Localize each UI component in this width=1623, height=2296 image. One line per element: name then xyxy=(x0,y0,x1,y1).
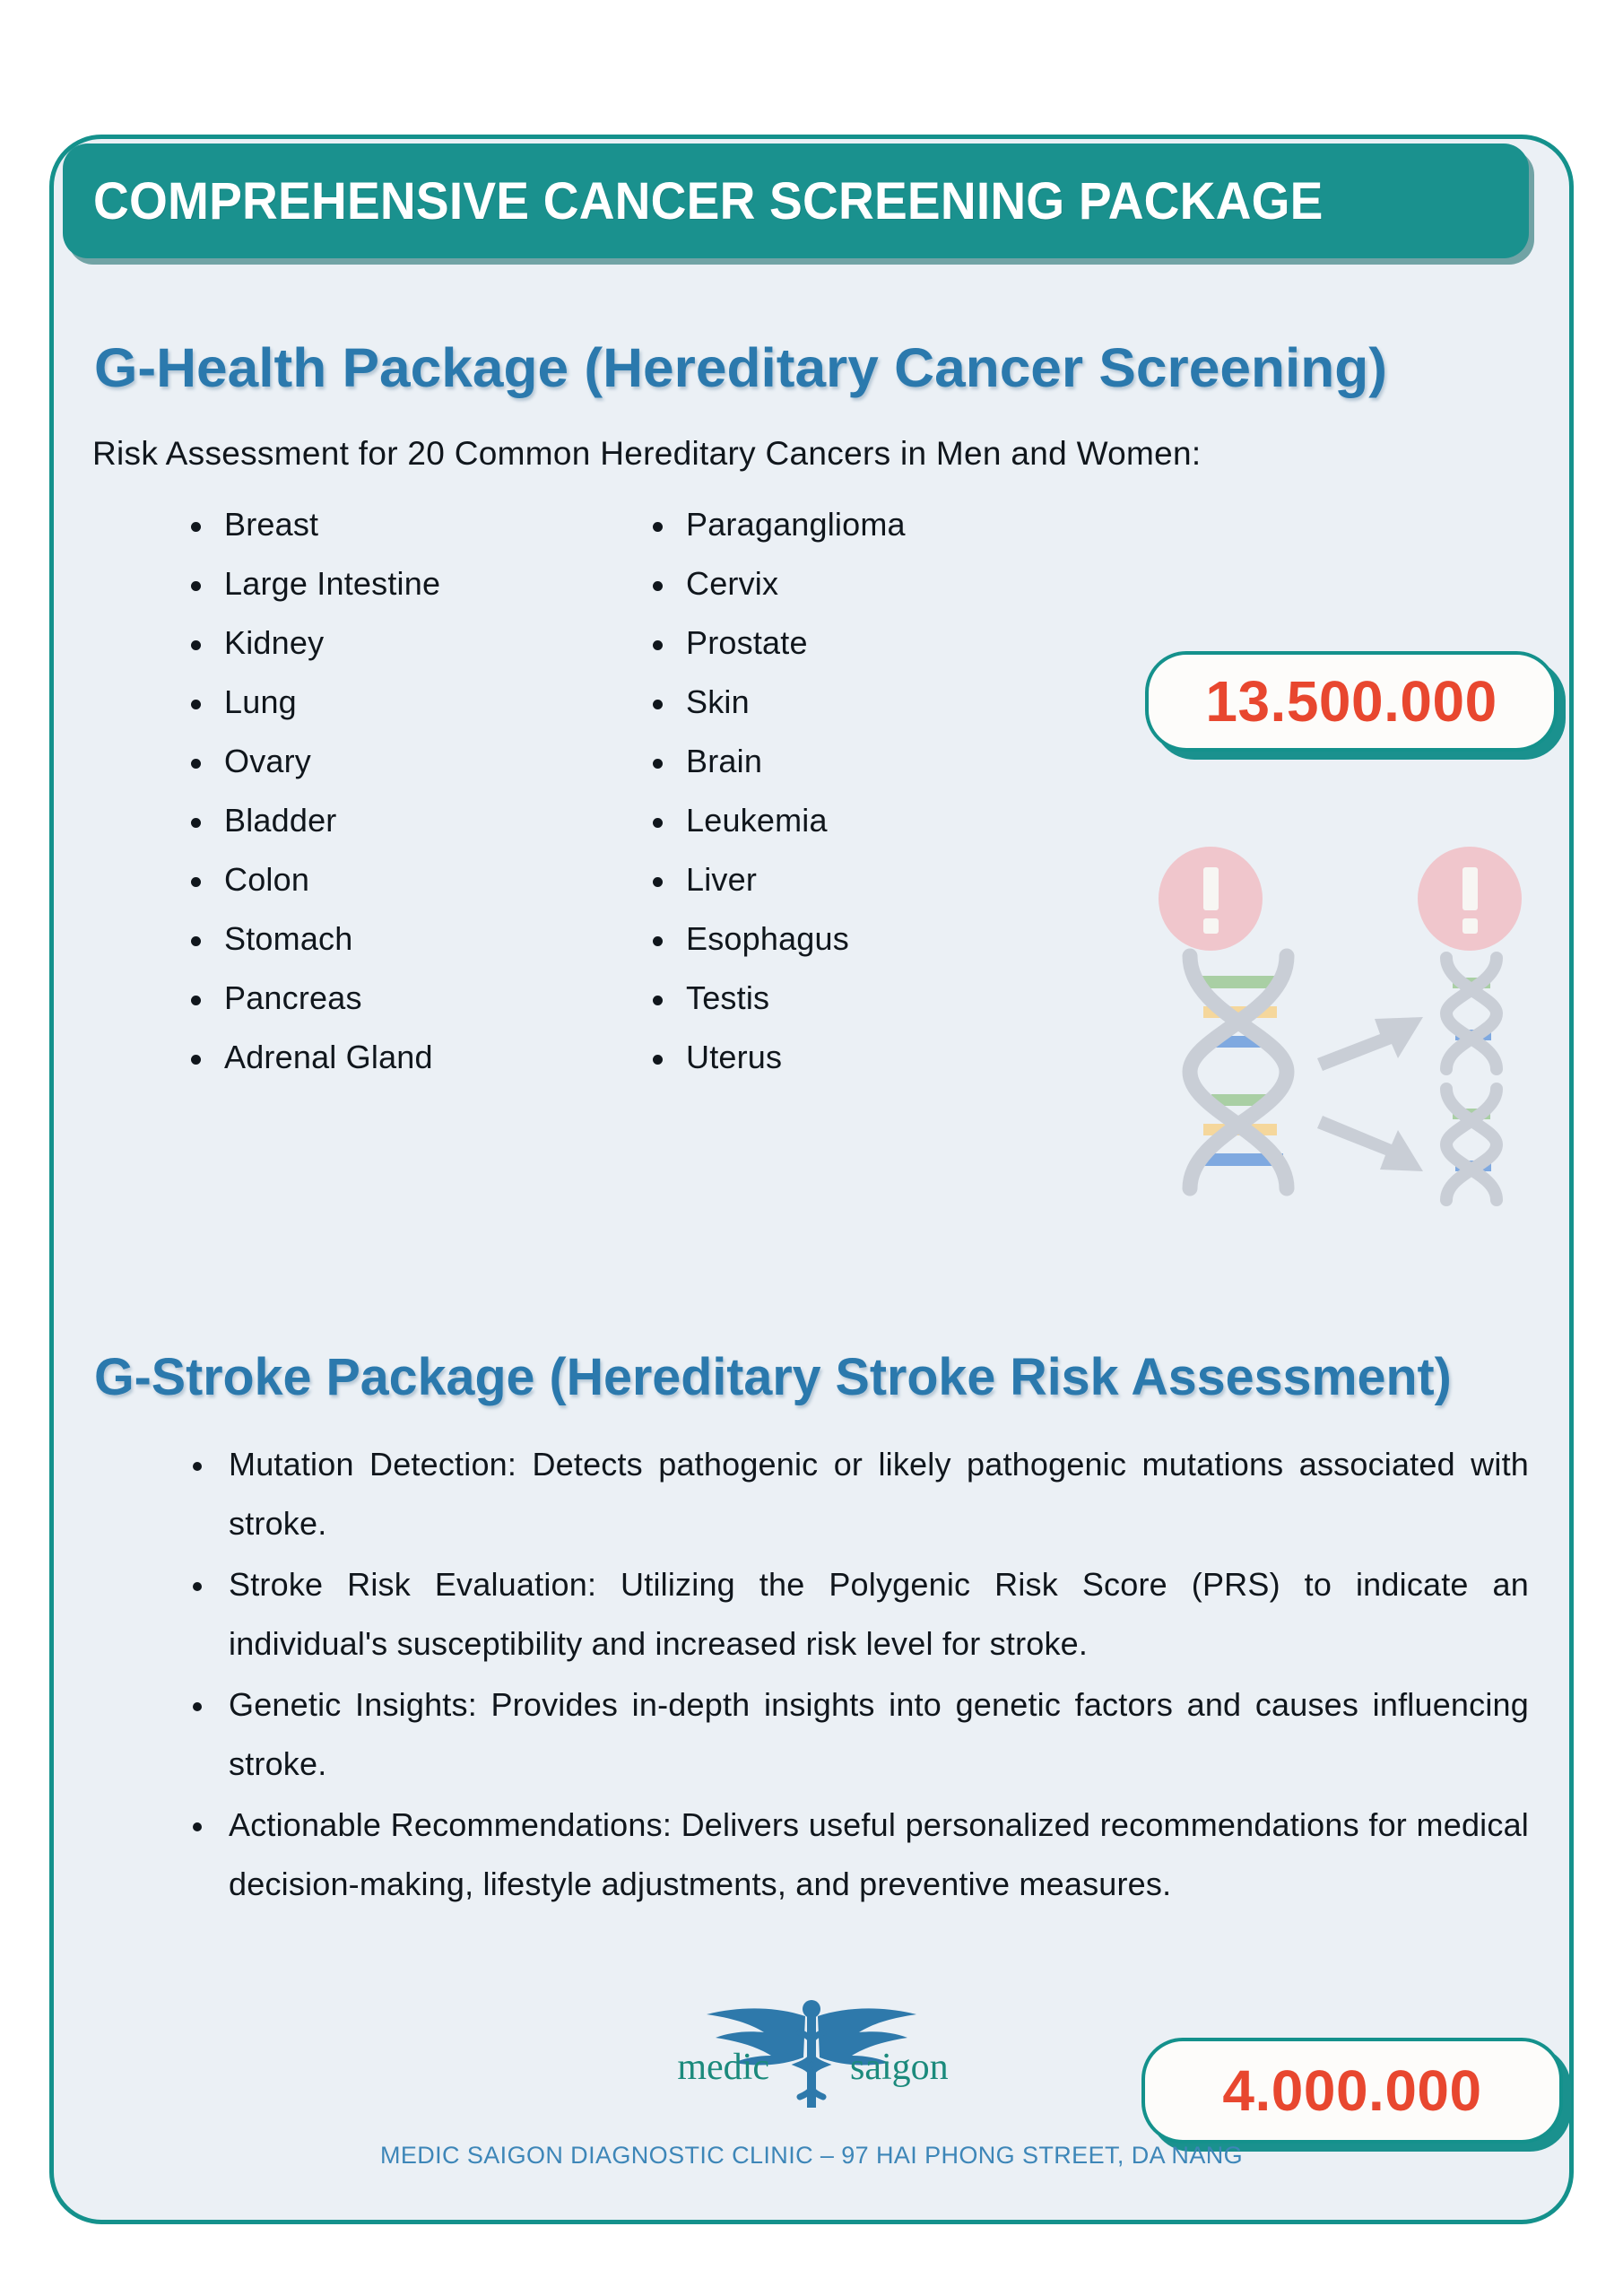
dna-mutation-illustration xyxy=(1154,843,1540,1238)
list-item: Cervix xyxy=(646,554,906,613)
ghealth-subtitle: Risk Assessment for 20 Common Hereditary Cancers in Men and Women: xyxy=(92,435,1202,472)
header-banner xyxy=(63,144,1529,258)
list-item: Adrenal Gland xyxy=(184,1028,440,1087)
gstroke-feature-list xyxy=(184,1435,1529,1916)
list-item: Genetic Insights: Provides in-depth insights into genetic factors and causes influencing stroke. xyxy=(184,1675,1529,1794)
arrow-up-right-icon xyxy=(1317,1017,1423,1071)
list-item: Ovary xyxy=(184,732,440,791)
dna-helix-small-top xyxy=(1446,958,1497,1069)
arrow-down-right-icon xyxy=(1317,1116,1423,1171)
list-item: Leukemia xyxy=(646,791,906,850)
list-item: Uterus xyxy=(646,1028,906,1087)
list-item: Prostate xyxy=(646,613,906,673)
logo-text-medic: medic xyxy=(677,2047,769,2088)
list-item: Liver xyxy=(646,850,906,909)
clinic-logo xyxy=(0,1993,1623,2109)
list-item: Colon xyxy=(184,850,440,909)
list-item: Stroke Risk Evaluation: Utilizing the Polygenic Risk Score (PRS) to indicate an individual's susceptibility and increased risk level for stroke. xyxy=(184,1555,1529,1674)
logo-text-saigon: saigon xyxy=(850,2047,949,2088)
list-item: Paraganglioma xyxy=(646,495,906,554)
gstroke-price-value: 4.000.000 xyxy=(1222,2058,1482,2123)
list-item: Testis xyxy=(646,969,906,1028)
ghealth-section-title: G-Health Package (Hereditary Cancer Screening) xyxy=(94,337,1387,398)
gstroke-section-title: G-Stroke Package (Hereditary Stroke Risk Assessment) xyxy=(94,1348,1452,1406)
warning-icon-left xyxy=(1159,847,1263,951)
page-title: COMPREHENSIVE CANCER SCREENING PACKAGE xyxy=(93,171,1324,230)
clinic-address: MEDIC SAIGON DIAGNOSTIC CLINIC – 97 HAI PHONG STREET, DA NANG xyxy=(379,2142,1244,2169)
cancer-list-right-column xyxy=(646,495,906,1087)
warning-icon-right xyxy=(1418,847,1522,951)
list-item: Breast xyxy=(184,495,440,554)
list-item: Kidney xyxy=(184,613,440,673)
list-item: Skin xyxy=(646,673,906,732)
list-item: Stomach xyxy=(184,909,440,969)
dna-helix-small-bottom xyxy=(1446,1089,1497,1200)
poster-content xyxy=(49,135,1574,2224)
list-item: Esophagus xyxy=(646,909,906,969)
list-item: Pancreas xyxy=(184,969,440,1028)
ghealth-price-value: 13.500.000 xyxy=(1205,669,1497,734)
dna-helix-large xyxy=(1190,956,1287,1188)
list-item: Bladder xyxy=(184,791,440,850)
ghealth-price-badge xyxy=(1145,651,1558,752)
list-item: Lung xyxy=(184,673,440,732)
list-item: Brain xyxy=(646,732,906,791)
list-item: Large Intestine xyxy=(184,554,440,613)
list-item: Mutation Detection: Detects pathogenic or likely pathogenic mutations associated with stroke. xyxy=(184,1435,1529,1553)
cancer-list-left-column xyxy=(184,495,440,1087)
list-item: Actionable Recommendations: Delivers useful personalized recommendations for medical decision-making, lifestyle adjustments, and preventive measures. xyxy=(184,1796,1529,1914)
